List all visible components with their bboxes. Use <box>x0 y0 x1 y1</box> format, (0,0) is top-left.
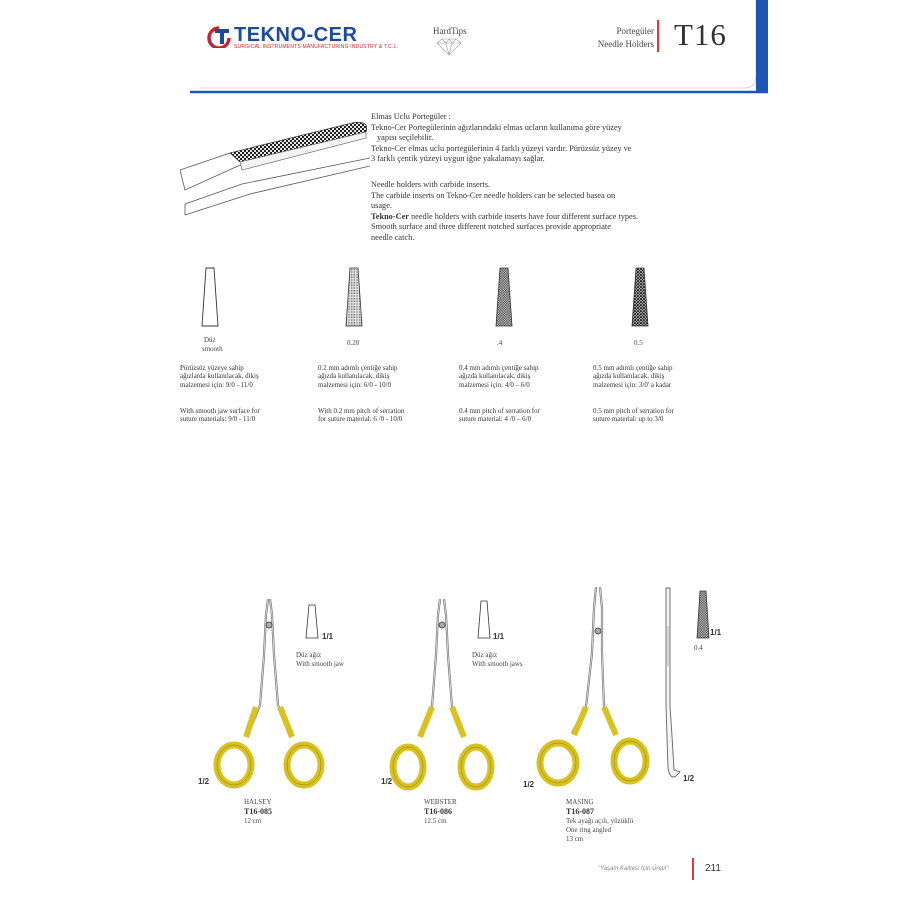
tekno-cer-logo-icon <box>207 26 231 48</box>
masing-needle-holder-image <box>530 583 660 803</box>
tip-desc-tr <box>318 364 440 389</box>
tip-desc-en <box>593 407 715 424</box>
scale-tip-label: 1/1 <box>493 632 505 641</box>
serrated-tip-0-20-image <box>343 266 365 328</box>
instrument-size: 12.5 cm <box>424 817 447 825</box>
tip-desc-tr <box>593 364 715 389</box>
instrument-code: T16-085 <box>244 807 272 816</box>
smooth-tip-image <box>199 266 221 328</box>
hardtips-label: HardTips <box>433 26 467 36</box>
tip-desc-en <box>459 407 581 424</box>
tip-label: 0.5 <box>634 339 643 347</box>
instrument-name: WEBSTER <box>424 798 457 806</box>
tip-desc-line: 0.4 mm pitch of serration for <box>459 407 540 415</box>
intro-tr-line: Tekno-Cer Portegülerinin ağızlarındaki elmas ucların kullanıma göre yüzey <box>371 122 622 132</box>
serrated-tip-0-5-image <box>629 266 651 328</box>
tip-label: .4 <box>497 339 503 347</box>
tip-desc-line: suture material: 4 /0 – 6/0 <box>459 415 532 424</box>
tip-desc-line: ağızda kullanılacak, dikiş <box>593 372 665 381</box>
intro-tr-line: yapısı seçilebilir. <box>377 133 434 142</box>
intro-en-line: Smooth surface and three different notched surfaces provide appropriate <box>371 222 611 231</box>
scale-tip-label: 1/1 <box>322 632 334 641</box>
scale-tip-label: 1/1 <box>710 628 722 637</box>
section-title-tr: Portegüler <box>616 26 654 36</box>
tip-label: smooth <box>202 345 223 353</box>
jaw-desc-en: With smooth jaws <box>472 660 523 668</box>
diamond-icon <box>434 38 464 56</box>
tip-desc-line: for suture material: 6 /0 - 10/0 <box>318 415 403 424</box>
intro-tr <box>371 112 701 165</box>
instrument-desc-tr: Tek ayağı açılı, yüzüklü <box>566 817 634 825</box>
section-title-en: Needle Holders <box>597 39 654 49</box>
tip-desc-line: malzemesi için: 3/0' a kadar <box>593 380 672 389</box>
footer-divider <box>692 858 694 880</box>
halsey-jaw-detail-image <box>304 604 320 640</box>
instrument-size: 12 cm <box>244 817 262 825</box>
intro-en-brand: Tekno-Cer <box>371 211 409 221</box>
tip-desc-line: 0.5 mm adımlı çentiğe sahip <box>593 364 673 372</box>
tip-desc-line: ağızda kullanılacak, dikiş <box>318 372 390 381</box>
tip-desc-line: 0.5 mm pitch of serration for <box>593 407 674 415</box>
tip-desc-line: With 0.2 mm pitch of serration <box>318 407 405 415</box>
header-divider <box>657 20 659 52</box>
instrument-code: T16-087 <box>566 807 594 816</box>
brand-subtitle: SURGICAL INSTRUMENTS MANUFACTURING INDUSTRY & T.C.L. <box>234 44 399 50</box>
masing-side-view-image <box>656 586 684 782</box>
instrument-code: T16-086 <box>424 807 452 816</box>
tip-desc-line: 0.2 mm adımlı çentiğe sahip <box>318 364 398 372</box>
tip-label: Düz <box>204 336 216 344</box>
catalog-code: T16 <box>674 17 727 52</box>
jaw-desc-tr: Düz ağız <box>472 651 498 659</box>
intro-tr-line: Tekno-Cer elmas uclu portegülerinin 4 farklı yüzeyi vardır. Pürüzsüz yüzey ve <box>371 143 632 153</box>
page-number: 211 <box>705 863 721 874</box>
masing-jaw-detail-image <box>695 590 711 640</box>
intro-en-line: needle catch. <box>371 232 415 242</box>
tip-desc-line: suture materials: 9/0 - 11/0 <box>180 415 256 424</box>
brand-name: TEKNO-CER <box>234 24 358 46</box>
intro-en-line: Needle holders with carbide inserts. <box>371 180 491 189</box>
footer-slogan: "Yaşam Kalitesi İçin Üretir" <box>598 866 669 872</box>
scale-body-label: 1/2 <box>198 777 210 786</box>
webster-jaw-detail-image <box>476 600 492 640</box>
jaw-desc-tr: Düz ağız <box>296 651 322 659</box>
carbide-insert-illustration <box>180 118 370 218</box>
scale-body-label: 1/2 <box>523 780 535 789</box>
tip-desc-en <box>180 407 302 424</box>
intro-tr-heading: Elmas Uclu Portegüler : <box>371 112 451 121</box>
intro-en-line <box>371 212 701 223</box>
instrument-size: 13 cm <box>566 835 584 843</box>
intro-en-line: usage. <box>371 201 392 210</box>
instrument-name: HALSEY <box>244 798 272 806</box>
tip-desc-line: ağızda kullanılacak, dikiş <box>459 372 531 381</box>
instrument-name: MASING <box>566 798 594 806</box>
intro-en-line: The carbide inserts on Tekno-Cer needle holders can be selected basea on <box>371 190 616 200</box>
tip-desc-line: ağızlarda kullanılacak, dikiş <box>180 372 259 381</box>
tip-desc-en <box>318 407 440 424</box>
tip-desc-line: 0.4 mm adımlı çentiğe sahip <box>459 364 539 372</box>
intro-en-text: needle holders with carbide inserts have four different surface types. <box>408 211 639 221</box>
tip-desc-line: malzemesi için: 9/0 - 11/0 <box>180 380 253 389</box>
intro-tr-line: 3 farklı çentik yüzeyi uygun iğne yakalamayı sağlar. <box>371 154 545 163</box>
tip-label: 0.20 <box>347 339 360 347</box>
tip-desc-line: suture material: up to 3/0 <box>593 415 664 424</box>
instrument-desc-en: One ring angled <box>566 826 612 834</box>
tip-desc-line: malzemesi için: 4/0 – 6/0 <box>459 380 530 389</box>
tip-desc-line: Pürüzsüz yüzeye sahip <box>180 364 244 372</box>
tip-desc-tr <box>180 364 302 389</box>
tip-desc-line: With smooth jaw surface for <box>180 407 260 415</box>
side-scale-label: 1/2 <box>683 774 695 783</box>
tip-detail-label: 0.4 <box>694 644 703 652</box>
jaw-desc-en: With smooth jaw <box>296 660 344 668</box>
tip-desc-tr <box>459 364 581 389</box>
scale-body-label: 1/2 <box>381 777 393 786</box>
serrated-tip-0-4-image <box>493 266 515 328</box>
tip-desc-line: malzemesi için: 6/0 - 10/0 <box>318 380 392 389</box>
intro-en <box>371 180 701 243</box>
